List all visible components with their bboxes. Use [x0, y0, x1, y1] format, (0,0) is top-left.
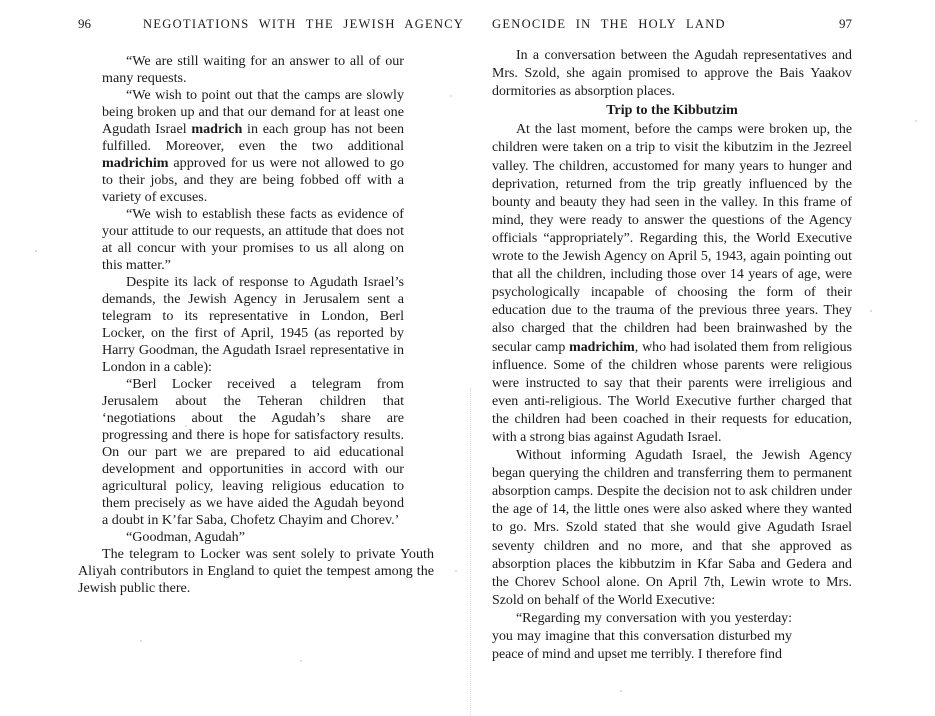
quote-paragraph-2: “We wish to point out that the camps are slowly being broken up and that our demand for at least one Agudath Israel madrich in each group has not been fulfilled. Moreover, even the two additional madrichim approved for us were not allowed to go to their jobs, and they are being fobbed off with a variety of excuses.: [102, 87, 404, 205]
quote-paragraph-3: “We wish to establish these facts as evidence of your attitude to our requests, an attitude that does not at all concur with your promises to us all along on this matter.”: [102, 206, 404, 273]
trip-paragraph: At the last moment, before the camps were broken up, the children were taken on a trip to visit the kibutzim in the Jezreel valley. The children, accustomed for many years to hunger and deprivation, returned from the trip greatly influenced by the bounty and beauty they had seen in the valley. In this frame of mind, they were ready to answer the questions of the Agency officials “appropriately”. Regarding this, the World Executive wrote to the Jewish Agency on April 5, 1943, again pointing out that all the children, including those over 14 years of age, were psychologically incapable of choosing the form of their education due to the trauma of the previous three years. They also charged that the children had been brainwashed by the secular camp madrichim, who had isolated them from religious influence. Some of the children whose parents were religious were instructed to say that their parents were irreligious and even anti-religious. The World Executive further charged that the children had been coached in their requests for education, with a strong bias against Agudath Israel.: [492, 122, 852, 445]
right-page: [492, 16, 852, 664]
left-running-header: NEGOTIATIONS WITH THE JEWISH AGENCY: [143, 17, 465, 31]
right-page-body: [492, 47, 852, 664]
left-page: [78, 16, 465, 597]
letter-quote-block: [102, 53, 404, 546]
left-page-header: [78, 16, 465, 32]
narrative-paragraph: Despite its lack of response to Agudath Israel’s demands, the Jewish Agency in Jerusalem sent a telegram to its representative in London, Berl Locker, on the first of April, 1945 (as reported by Harry Goodman, the Agudath Israel representative in London in a cable):: [102, 274, 404, 375]
telegram-paragraph: “Berl Locker received a telegram from Jerusalem about the Teheran children that ‘negotiations about the Agudah’s share are progressing and there is hope for satisfactory results. On our part we are prepared to aid educational development and opportunities in accord with our agricultural policy, leaving religious education to them precisely as we have aided the Agudah beyond a doubt in K’far Saba, Chofetz Chayim and Chorev.’: [102, 376, 404, 528]
left-page-body: [78, 53, 434, 597]
querying-paragraph: Without informing Agudath Israel, the Jewish Agency began querying the children and transferring them to permanent absorption camps. Despite the decision not to ask children under the age of 14, the little ones were also asked where they wanted to go. Mrs. Szold stated that she would give Agudath Israel seventy children and no more, and that she approved as absorption places the kibbutzim in Kfar Saba and Gedera and the Chorev School alone. On April 7th, Lewin wrote to Mrs. Szold on behalf of the World Executive:: [492, 448, 852, 608]
closing-paragraph: The telegram to Locker was sent solely to private Youth Aliyah contributors in England to quiet the tempest among the Jewish public there.: [78, 546, 434, 596]
section-heading: Trip to the Kibbutzim: [606, 103, 738, 119]
intro-paragraph: In a conversation between the Agudah representatives and Mrs. Szold, she again promised to approve the Bais Yaakov dormitories as absorption places.: [492, 48, 852, 100]
right-running-header: GENOCIDE IN THE HOLY LAND: [492, 17, 726, 31]
scan-speckles: [35, 250, 37, 252]
page-gutter-artifact: [470, 388, 471, 716]
right-page-number: 97: [839, 16, 852, 31]
quote-paragraph-1: “We are still waiting for an answer to all of our many requests.: [102, 53, 404, 86]
lewin-quote-paragraph: “Regarding my conversation with you yesterday: you may imagine that this conversation disturbed my peace of mind and upset me terribly. I therefore find: [492, 610, 792, 663]
telegram-signature: “Goodman, Agudah”: [126, 529, 245, 545]
right-page-header: [492, 16, 852, 32]
left-page-number: 96: [78, 16, 91, 31]
